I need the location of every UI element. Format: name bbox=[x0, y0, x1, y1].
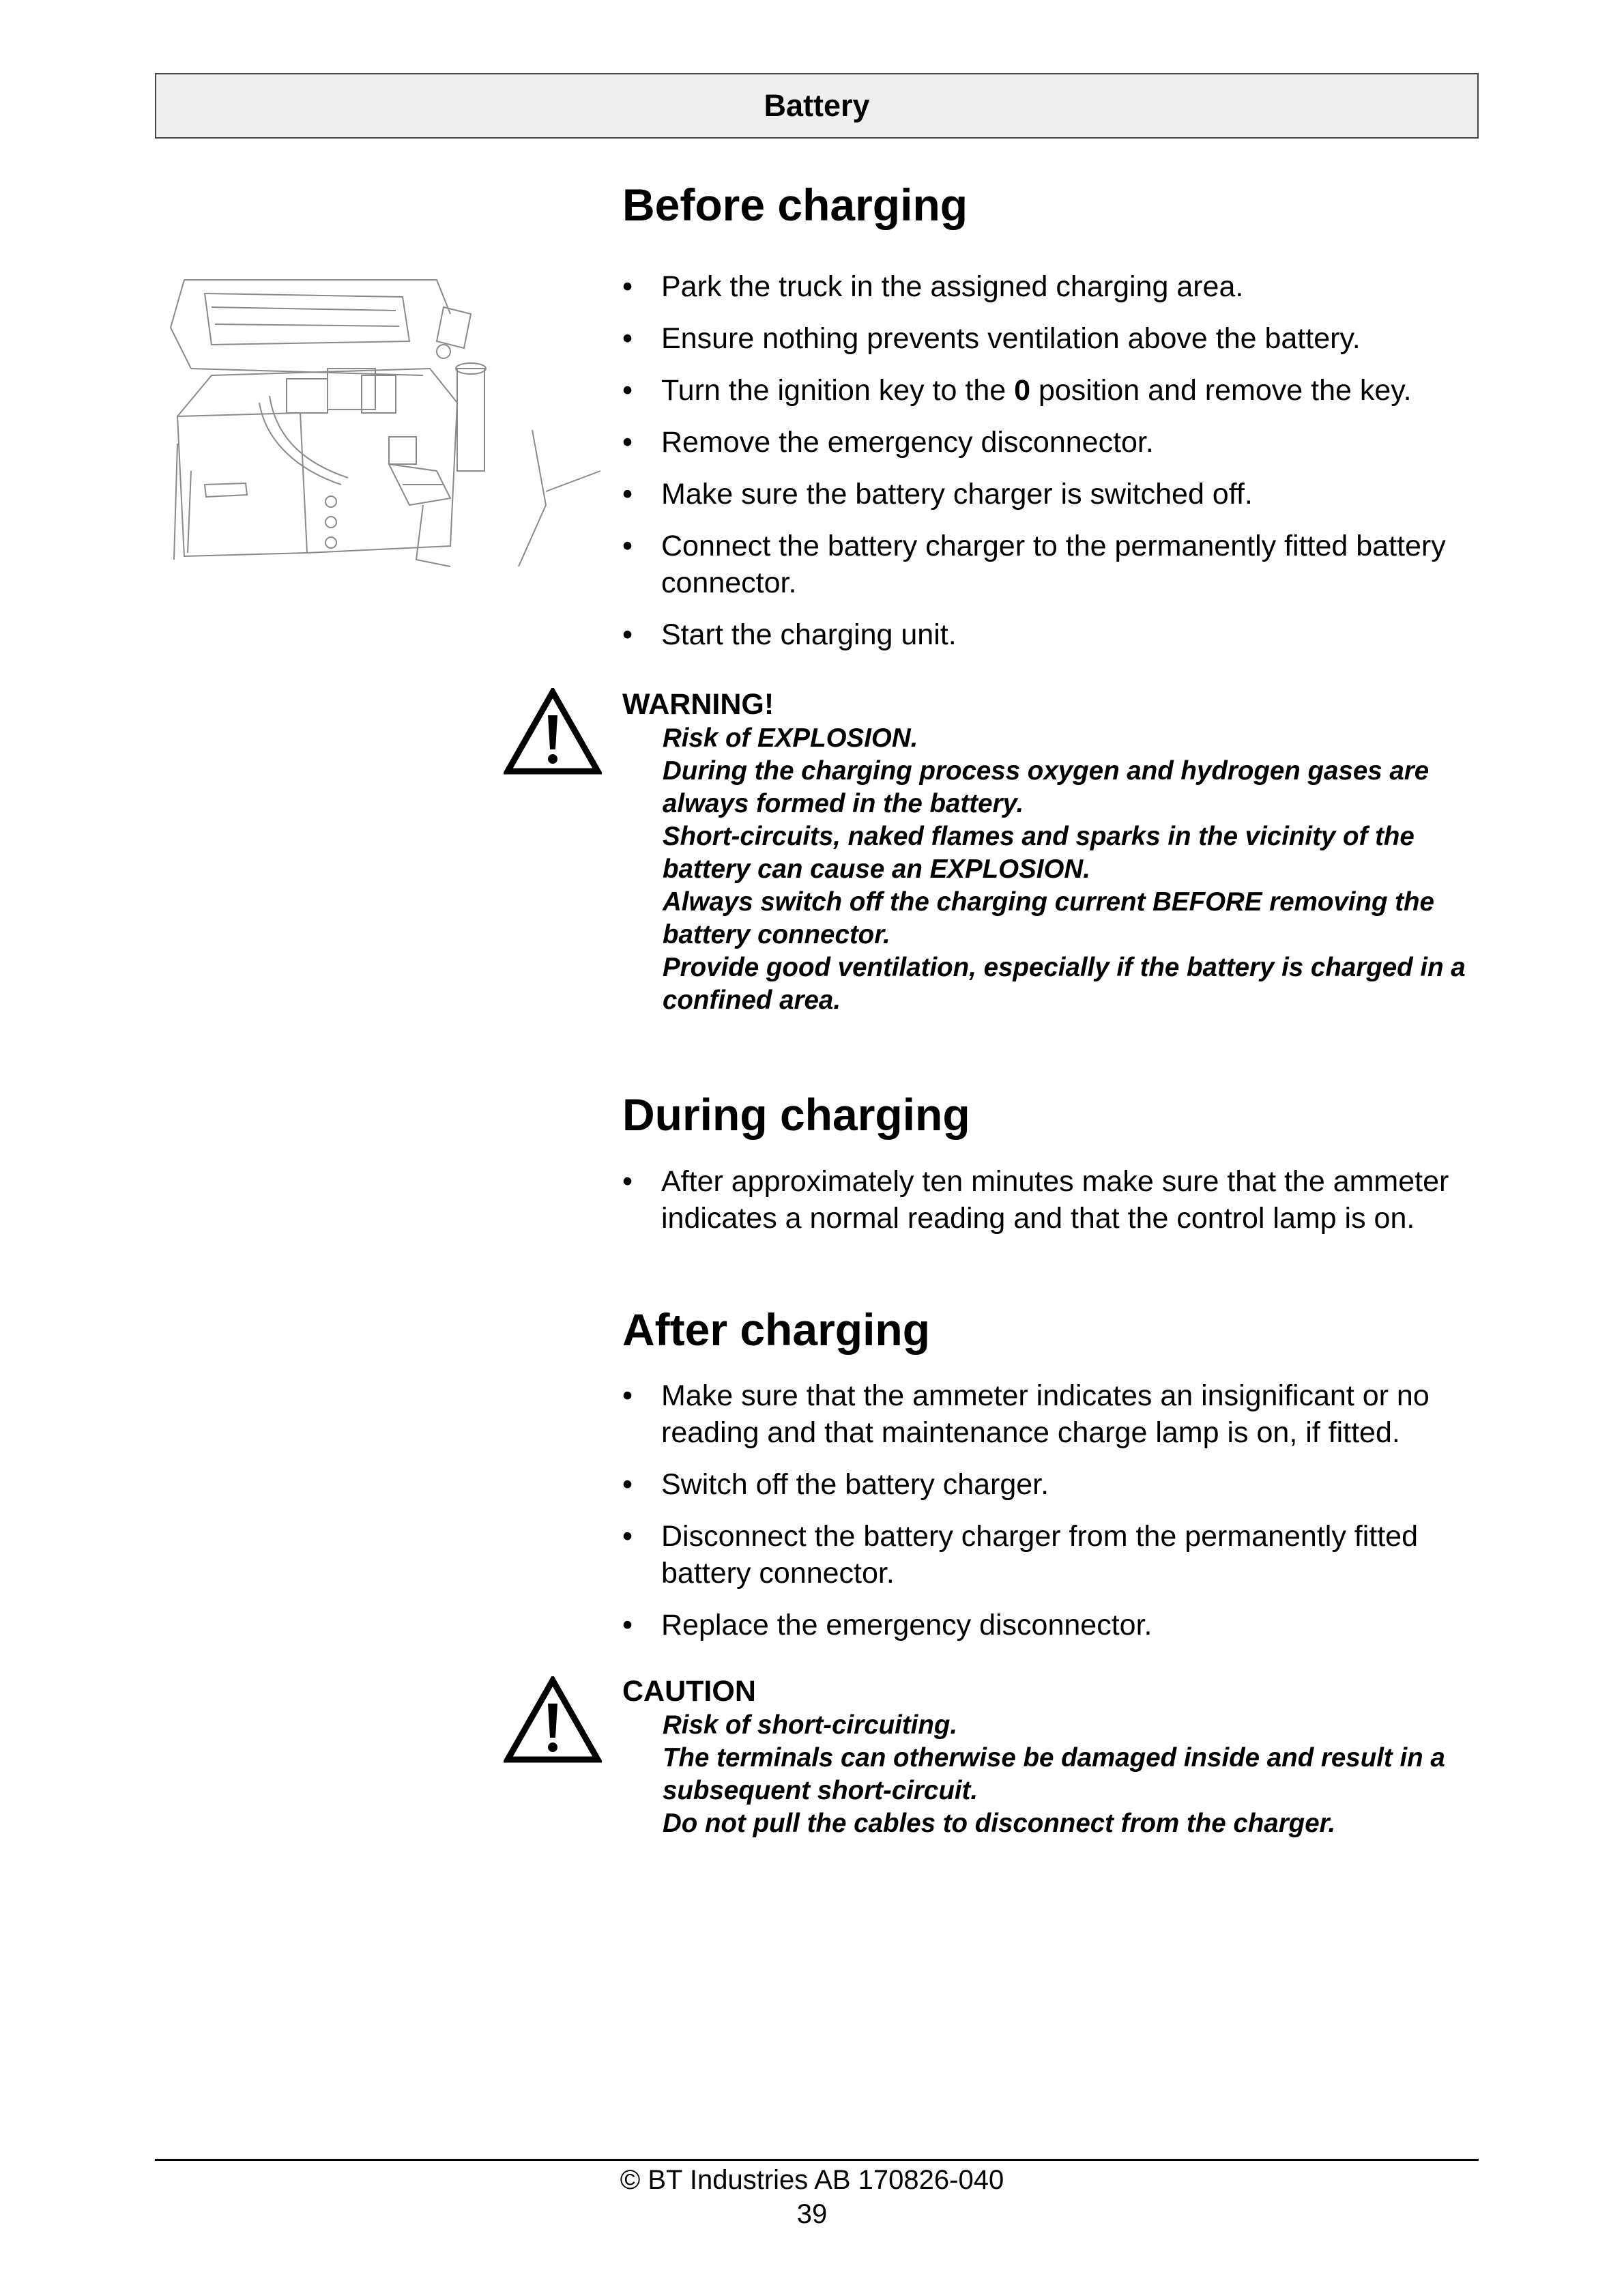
after-charging-list bbox=[622, 1377, 1489, 1659]
list-item: • Replace the emergency disconnector. bbox=[622, 1607, 1489, 1644]
heading-after-charging: After charging bbox=[622, 1304, 931, 1355]
list-item: • After approximately ten minutes make sure that the ammeter indicates a normal reading and that the control lamp is on. bbox=[622, 1163, 1489, 1237]
during-charging-list bbox=[622, 1163, 1489, 1252]
bullet-icon: • bbox=[622, 322, 633, 355]
warning-line: Risk of EXPLOSION. bbox=[663, 723, 918, 753]
list-item: • Ensure nothing prevents ventilation above the battery. bbox=[622, 320, 1489, 357]
battery-compartment-illustration bbox=[164, 266, 607, 580]
list-item: • Start the charging unit. bbox=[622, 616, 1489, 653]
warning-title: WARNING! bbox=[622, 688, 774, 721]
bullet-icon: • bbox=[622, 1609, 633, 1641]
section-title: Battery bbox=[764, 88, 870, 123]
warning-triangle-icon bbox=[504, 688, 602, 775]
list-item: • Remove the emergency disconnector. bbox=[622, 424, 1489, 461]
list-item: • Park the truck in the assigned charging area. bbox=[622, 268, 1489, 305]
bullet-icon: • bbox=[622, 1379, 633, 1412]
page-number: 39 bbox=[796, 2199, 828, 2229]
list-item: • Switch off the battery charger. bbox=[622, 1466, 1489, 1503]
section-header bbox=[155, 73, 1479, 139]
list-item: • Connect the battery charger to the permanently fitted battery connector. bbox=[622, 528, 1489, 601]
list-item: • Make sure that the ammeter indicates an insignificant or no reading and that maintenance charge lamp is on, if fitted. bbox=[622, 1377, 1489, 1451]
footer-divider bbox=[155, 2159, 1479, 2161]
footer-copyright: © BT Industries AB 170826-040 bbox=[620, 2165, 1004, 2195]
bullet-icon: • bbox=[622, 530, 633, 562]
bullet-icon: • bbox=[622, 1520, 633, 1553]
heading-before-charging: Before charging bbox=[622, 180, 968, 230]
warning-line: Provide good ventilation, especially if the battery is charged in a confined area. bbox=[663, 953, 1466, 1015]
bullet-icon: • bbox=[622, 478, 633, 511]
list-item: • Make sure the battery charger is switched off. bbox=[622, 476, 1489, 513]
before-charging-list bbox=[622, 268, 1489, 668]
caution-line: Do not pull the cables to disconnect from the charger. bbox=[663, 1809, 1336, 1838]
bullet-icon: • bbox=[622, 1165, 633, 1198]
bullet-icon: • bbox=[622, 618, 633, 651]
list-item: • Disconnect the battery charger from the permanently fitted battery connector. bbox=[622, 1518, 1489, 1592]
bullet-icon: • bbox=[622, 426, 633, 459]
bullet-icon: • bbox=[622, 1468, 633, 1501]
caution-line: Risk of short-circuiting. bbox=[663, 1710, 958, 1740]
caution-notice bbox=[622, 1674, 1489, 1840]
warning-line: Always switch off the charging current BEFORE removing the battery connector. bbox=[663, 887, 1434, 949]
bullet-icon: • bbox=[622, 270, 633, 303]
bullet-icon: • bbox=[622, 374, 633, 407]
warning-notice bbox=[622, 687, 1489, 1017]
caution-line: The terminals can otherwise be damaged inside and result in a subsequent short-circuit. bbox=[663, 1743, 1445, 1805]
warning-line: Short-circuits, naked flames and sparks in the vicinity of the battery can cause an EXPLOSION. bbox=[663, 822, 1415, 884]
warning-line: During the charging process oxygen and hydrogen gases are always formed in the battery. bbox=[663, 756, 1430, 818]
key-position-value: 0 bbox=[1014, 374, 1031, 407]
warning-triangle-icon bbox=[504, 1676, 602, 1764]
caution-title: CAUTION bbox=[622, 1675, 756, 1708]
heading-during-charging: During charging bbox=[622, 1089, 970, 1140]
list-item: • Turn the ignition key to the 0 position and remove the key. bbox=[622, 372, 1489, 409]
